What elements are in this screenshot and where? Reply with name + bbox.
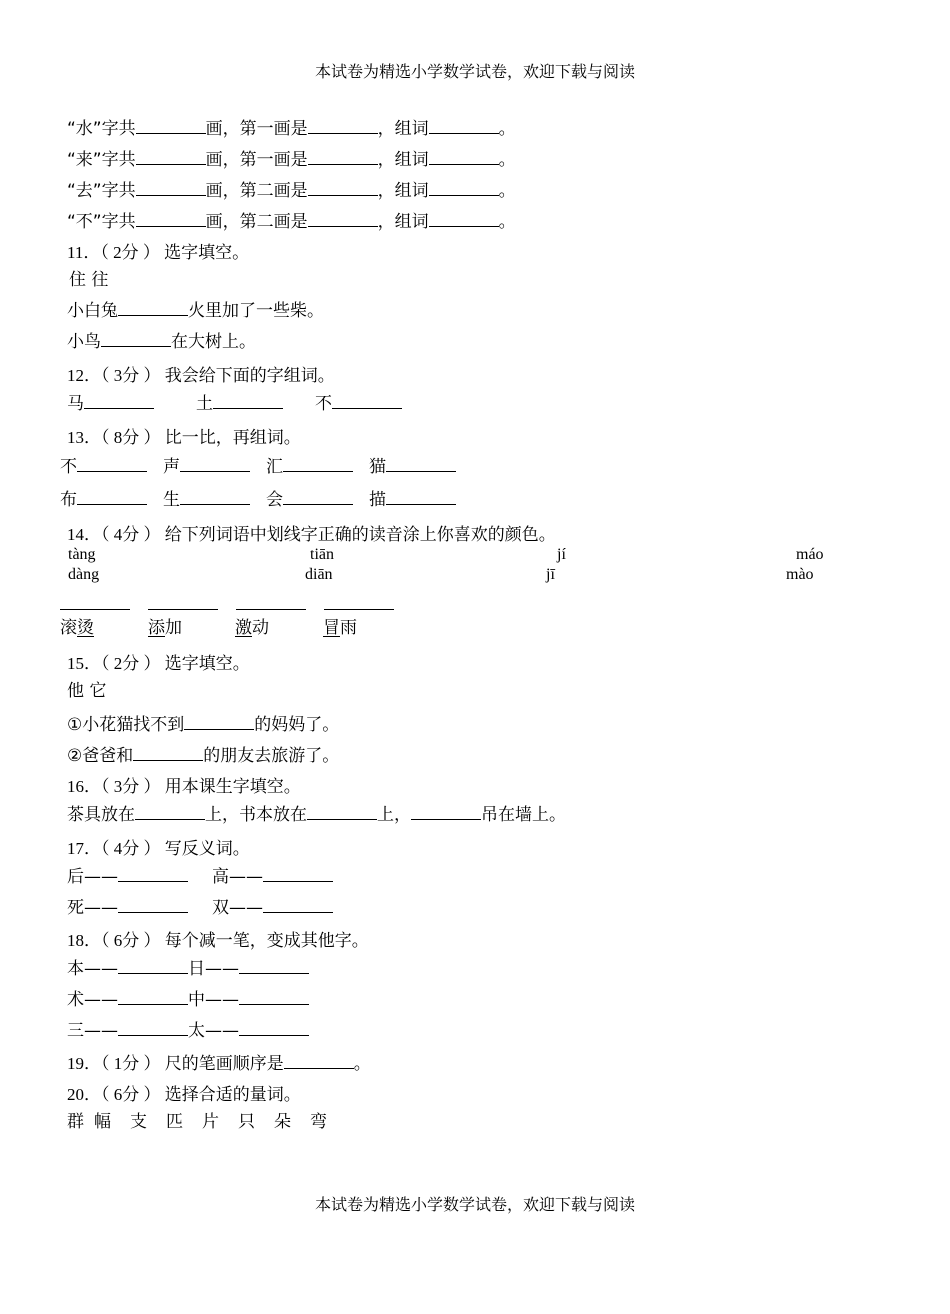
q14-w4-post: 雨 bbox=[340, 618, 357, 638]
q14-word-4 bbox=[323, 613, 357, 638]
q20-word: 幅 bbox=[94, 1112, 111, 1132]
q10-row-2-mid: 画，第一画是 bbox=[205, 150, 308, 170]
q14-pinyin-1-1: tàng bbox=[68, 546, 96, 563]
answer-blank[interactable] bbox=[136, 225, 206, 227]
answer-blank[interactable] bbox=[118, 911, 188, 913]
q14-pinyin-1-4: máo bbox=[796, 546, 824, 563]
q10-row-1-mid: 画，第一画是 bbox=[205, 119, 308, 139]
q14-w3-underlined: 激 bbox=[235, 618, 252, 638]
q14-word-2 bbox=[148, 613, 182, 638]
q17-r1-b: 高—— bbox=[212, 867, 263, 887]
q18-row-1 bbox=[67, 954, 309, 979]
q16-d: 吊在墙上。 bbox=[481, 805, 566, 825]
answer-blank[interactable] bbox=[118, 1034, 188, 1036]
q11-s2-a: 小鸟 bbox=[67, 332, 101, 352]
answer-blank[interactable] bbox=[429, 225, 499, 227]
answer-blank[interactable] bbox=[284, 1067, 354, 1069]
q10-row-2-end: ，组词 bbox=[377, 150, 429, 170]
q17-r2-b: 双—— bbox=[212, 898, 263, 918]
q20-word: 群 bbox=[67, 1112, 84, 1132]
q13-row-1 bbox=[60, 452, 456, 477]
q13-r1-c2: 声 bbox=[163, 457, 180, 477]
q10-row-3-mid: 画，第二画是 bbox=[205, 181, 308, 201]
q12-title: 12．（ 3分 ） 我会给下面的字组词。 bbox=[67, 366, 335, 385]
q14-w1-underlined: 烫 bbox=[77, 618, 94, 638]
q10-row-4-end: ，组词 bbox=[377, 212, 429, 232]
q14-pinyin-2-2: diān bbox=[305, 566, 333, 583]
q13-row-2 bbox=[60, 485, 456, 510]
answer-blank[interactable] bbox=[136, 132, 206, 134]
answer-blank[interactable] bbox=[429, 194, 499, 196]
q11-sentence-1 bbox=[67, 296, 324, 321]
q15-s1-b: 的妈妈了。 bbox=[254, 715, 340, 735]
q14-pinyin-2-1: dàng bbox=[68, 566, 100, 583]
answer-blank[interactable] bbox=[118, 972, 188, 974]
answer-blank[interactable] bbox=[133, 759, 203, 761]
q16-c: 上， bbox=[377, 805, 411, 825]
answer-blank[interactable] bbox=[308, 163, 378, 165]
q10-row-2-stop: 。 bbox=[498, 150, 516, 170]
q18-row-3 bbox=[67, 1016, 309, 1041]
q18-r2-a: 术—— bbox=[67, 990, 118, 1010]
q16-b: 上，书本放在 bbox=[205, 805, 307, 825]
q10-row-4-stop: 。 bbox=[498, 212, 516, 232]
q20-word: 朵 bbox=[274, 1112, 291, 1132]
answer-blank[interactable] bbox=[184, 728, 254, 730]
q17-r2-a: 死—— bbox=[67, 898, 118, 918]
answer-blank[interactable] bbox=[429, 163, 499, 165]
answer-blank[interactable] bbox=[283, 470, 353, 472]
q13-r2-c4: 描 bbox=[369, 490, 386, 510]
answer-blank[interactable] bbox=[213, 407, 283, 409]
q14-w2-post: 加 bbox=[165, 618, 182, 638]
answer-blank[interactable] bbox=[101, 345, 171, 347]
q17-title: 17．（ 4分 ） 写反义词。 bbox=[67, 839, 250, 858]
q13-title: 13．（ 8分 ） 比一比，再组词。 bbox=[67, 428, 301, 447]
q15-sentence-2 bbox=[67, 741, 339, 766]
q18-r3-a: 三—— bbox=[67, 1021, 118, 1041]
answer-blank[interactable] bbox=[77, 470, 147, 472]
q10-row-2 bbox=[67, 145, 516, 170]
q14-title: 14．（ 4分 ） 给下列词语中划线字正确的读音涂上你喜欢的颜色。 bbox=[67, 525, 556, 544]
q19-line bbox=[67, 1049, 371, 1074]
q14-pinyin-2-4: mào bbox=[786, 566, 814, 583]
q17-r1-a: 后—— bbox=[67, 867, 118, 887]
q14-w3-post: 动 bbox=[252, 618, 269, 638]
page-footer: 本试卷为精选小学数学试卷，欢迎下载与阅读 bbox=[314, 1195, 635, 1214]
answer-blank[interactable] bbox=[283, 503, 353, 505]
q14-w1-pre: 滚 bbox=[60, 618, 77, 638]
q10-row-3-stop: 。 bbox=[498, 181, 516, 201]
q10-row-4-mid: 画，第二画是 bbox=[205, 212, 308, 232]
answer-blank[interactable] bbox=[236, 608, 306, 610]
answer-blank[interactable] bbox=[307, 818, 377, 820]
q17-row-1 bbox=[67, 862, 333, 887]
q13-r1-c4: 猫 bbox=[369, 457, 386, 477]
q13-r1-c1: 不 bbox=[60, 457, 77, 477]
q14-w2-underlined: 添 bbox=[148, 618, 165, 638]
q16-sentence bbox=[67, 800, 566, 825]
answer-blank[interactable] bbox=[118, 1003, 188, 1005]
answer-blank[interactable] bbox=[118, 880, 188, 882]
q16-a: 茶具放在 bbox=[67, 805, 135, 825]
answer-blank[interactable] bbox=[386, 503, 456, 505]
answer-blank[interactable] bbox=[239, 1003, 309, 1005]
q14-w4-underlined: 冒 bbox=[323, 618, 340, 638]
q20-title: 20．（ 6分 ） 选择合适的量词。 bbox=[67, 1085, 301, 1104]
q20-word: 片 bbox=[202, 1112, 219, 1132]
q12-char-2: 土 bbox=[196, 394, 213, 414]
q12-char-3: 不 bbox=[315, 394, 332, 414]
page-header: 本试卷为精选小学数学试卷，欢迎下载与阅读 bbox=[314, 62, 635, 81]
q10-row-1-char: “水”字共 bbox=[67, 119, 136, 139]
q13-r1-c3: 汇 bbox=[266, 457, 283, 477]
answer-blank[interactable] bbox=[180, 503, 250, 505]
q12-row bbox=[67, 389, 402, 414]
q14-word-1 bbox=[60, 613, 94, 638]
answer-blank[interactable] bbox=[136, 163, 206, 165]
q18-row-2 bbox=[67, 985, 309, 1010]
answer-blank[interactable] bbox=[77, 503, 147, 505]
q10-row-3 bbox=[67, 176, 516, 201]
q14-word-3 bbox=[235, 613, 269, 638]
q10-row-3-end: ，组词 bbox=[377, 181, 429, 201]
answer-blank[interactable] bbox=[263, 911, 333, 913]
answer-blank[interactable] bbox=[84, 407, 154, 409]
q12-char-1: 马 bbox=[67, 394, 84, 414]
answer-blank[interactable] bbox=[308, 132, 378, 134]
q15-sentence-1 bbox=[67, 710, 339, 735]
q10-row-2-char: “来”字共 bbox=[67, 150, 136, 170]
q11-options: 住 往 bbox=[69, 270, 109, 290]
q17-row-2 bbox=[67, 893, 333, 918]
q15-s1-a: ①小花猫找不到 bbox=[67, 715, 185, 735]
answer-blank[interactable] bbox=[180, 470, 250, 472]
q18-r1-a: 本—— bbox=[67, 959, 118, 979]
answer-blank[interactable] bbox=[308, 225, 378, 227]
q10-row-1-end: ，组词 bbox=[377, 119, 429, 139]
answer-blank[interactable] bbox=[118, 314, 188, 316]
q14-blanks bbox=[60, 595, 394, 615]
answer-blank[interactable] bbox=[239, 972, 309, 974]
q11-title: 11．（ 2分 ） 选字填空。 bbox=[67, 243, 250, 262]
answer-blank[interactable] bbox=[263, 880, 333, 882]
q14-pinyin-1-2: tiān bbox=[310, 546, 334, 563]
q20-word: 匹 bbox=[166, 1112, 183, 1132]
q16-title: 16．（ 3分 ） 用本课生字填空。 bbox=[67, 777, 301, 796]
q11-s1-a: 小白兔 bbox=[67, 301, 118, 321]
q13-r2-c3: 会 bbox=[266, 490, 283, 510]
q13-r2-c2: 生 bbox=[163, 490, 180, 510]
q18-r1-b: 日—— bbox=[188, 959, 239, 979]
answer-blank[interactable] bbox=[135, 818, 205, 820]
q18-title: 18．（ 6分 ） 每个减一笔，变成其他字。 bbox=[67, 931, 369, 950]
answer-blank[interactable] bbox=[136, 194, 206, 196]
q15-title: 15．（ 2分 ） 选字填空。 bbox=[67, 654, 250, 673]
answer-blank[interactable] bbox=[324, 608, 394, 610]
q10-row-4 bbox=[67, 207, 516, 232]
answer-blank[interactable] bbox=[148, 608, 218, 610]
q19-stop: 。 bbox=[353, 1054, 371, 1073]
q15-options: 他 它 bbox=[67, 681, 107, 701]
q20-words bbox=[67, 1107, 337, 1132]
q11-s1-b: 火里加了一些柴。 bbox=[188, 301, 324, 321]
q20-word: 支 bbox=[130, 1112, 147, 1132]
q14-pinyin-1-3: jí bbox=[557, 546, 566, 563]
q11-sentence-2 bbox=[67, 327, 256, 352]
q15-s2-a: ②爸爸和 bbox=[67, 746, 134, 766]
q19-title: 19．（ 1分 ） 尺的笔画顺序是 bbox=[67, 1054, 284, 1073]
q20-word: 弯 bbox=[310, 1112, 327, 1132]
q20-word: 只 bbox=[238, 1112, 255, 1132]
answer-blank[interactable] bbox=[60, 608, 130, 610]
q10-row-3-char: “去”字共 bbox=[67, 181, 136, 201]
answer-blank[interactable] bbox=[308, 194, 378, 196]
answer-blank[interactable] bbox=[411, 818, 481, 820]
answer-blank[interactable] bbox=[429, 132, 499, 134]
q15-s2-b: 的朋友去旅游了。 bbox=[203, 746, 340, 766]
answer-blank[interactable] bbox=[386, 470, 456, 472]
q14-pinyin-2-3: jī bbox=[546, 566, 555, 583]
q18-r3-b: 太—— bbox=[188, 1021, 239, 1041]
answer-blank[interactable] bbox=[332, 407, 402, 409]
q10-row-1 bbox=[67, 114, 516, 139]
q10-row-1-stop: 。 bbox=[498, 119, 516, 139]
q18-r2-b: 中—— bbox=[188, 990, 239, 1010]
q10-row-4-char: “不”字共 bbox=[67, 212, 136, 232]
answer-blank[interactable] bbox=[239, 1034, 309, 1036]
q13-r2-c1: 布 bbox=[60, 490, 77, 510]
q11-s2-b: 在大树上。 bbox=[171, 332, 256, 352]
